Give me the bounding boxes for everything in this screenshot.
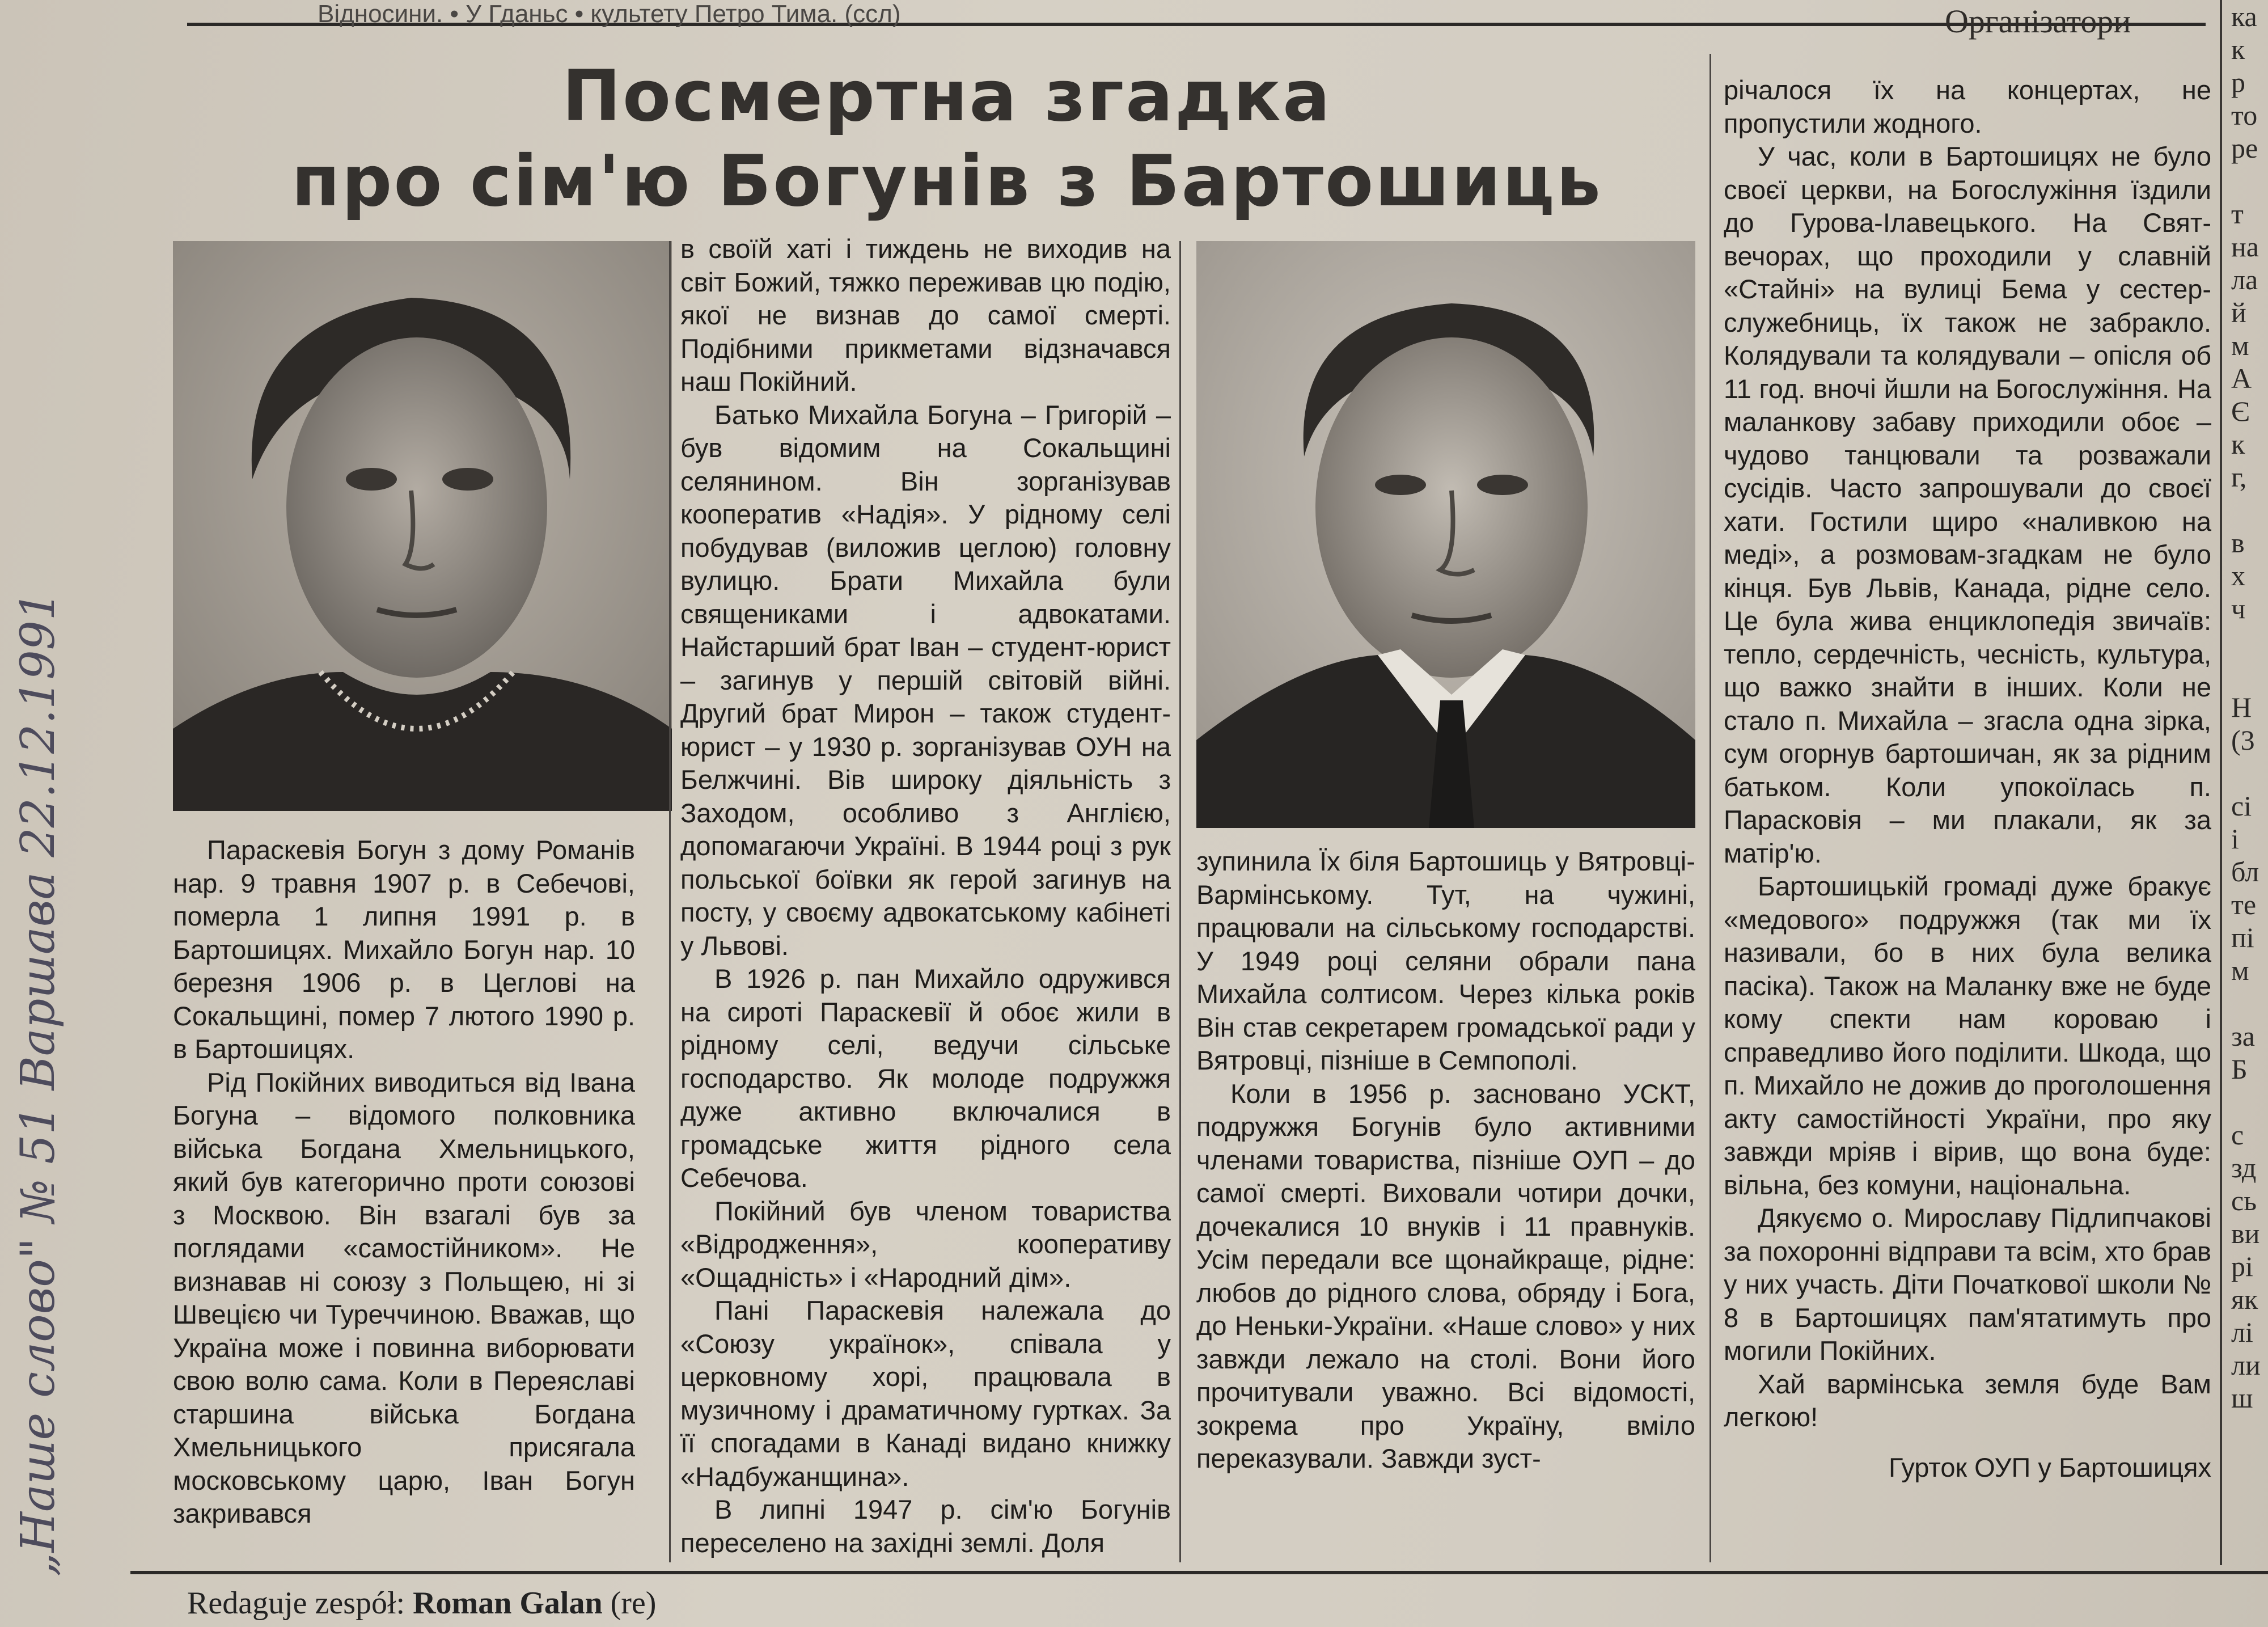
column-rule-3 xyxy=(1710,54,1711,1562)
edge-fragment xyxy=(2231,757,2268,789)
edge-fragment: Б xyxy=(2231,1053,2248,1085)
photo-paraskeviia xyxy=(173,241,672,811)
paragraph: Коли в 1956 р. засновано УСКТ, подружжя Богунів було активними членами товариства, пізніше ОУП – до самої смерті. Виховали чотири дочки, дочекалися 10 внуків і 11 правнуків. Усім передали все щонайкраще, рідне: любов до рідного слова, обряду і Бога, до Неньки-України. «Наше слово» у них завжди лежало на столі. Вони його прочитували уважно. Всі відомості, зокрема про Україну, вміло переказували. Завжди зуст- xyxy=(1196,1078,1695,1473)
footer-rule xyxy=(130,1571,2268,1574)
headline-line-2: про сім'ю Богунів з Бартошиць xyxy=(291,141,1603,222)
footer-rest: (re) xyxy=(610,1586,657,1621)
article-column-2 xyxy=(680,233,1171,1560)
edge-rule xyxy=(2220,0,2222,1565)
edge-fragment: зд xyxy=(2231,1152,2257,1184)
article-signature: Гурток ОУП у Бартошицях xyxy=(1889,1452,2211,1482)
edge-fragment: А xyxy=(2231,362,2252,394)
column-rule-2 xyxy=(1179,241,1181,1562)
portrait-woman-image xyxy=(173,241,672,811)
paragraph: Дякуємо о. Мирославу Підлипчакові за похоронні відправи та всім, хто брав у них участь. Діти Початкової школи № 8 в Бартошицях пам'ятатимуть про могили Покійних. xyxy=(1724,1203,2211,1366)
handwritten-margin-note: „Наше слово" № 51 Варшава 22.12.1991 xyxy=(11,591,65,1577)
edge-fragment: на xyxy=(2231,231,2259,263)
organizers-label: Організатори xyxy=(1945,3,2131,40)
edge-fragment: ви xyxy=(2231,1218,2260,1249)
paragraph: В липні 1947 р. сім'ю Богунів переселено на західні землі. Доля xyxy=(680,1494,1171,1558)
edge-fragment: Є xyxy=(2231,395,2250,427)
edge-fragment: і xyxy=(2231,823,2239,855)
edge-fragment: ч xyxy=(2231,593,2246,624)
portrait-man-image xyxy=(1196,241,1695,828)
edge-fragment: за xyxy=(2231,1020,2255,1052)
edge-fragment: лі xyxy=(2231,1316,2253,1348)
paragraph: річалося їх на концертах, не пропустили жодного. xyxy=(1724,75,2211,138)
edge-fragment: Н xyxy=(2231,691,2252,723)
edge-fragment: г, xyxy=(2231,461,2247,493)
column-rule-1 xyxy=(669,241,671,1562)
paragraph: Покійний був членом товариства «Відродження», кооперативу «Ощадність» і «Народний дім». xyxy=(680,1195,1171,1292)
edge-fragment: ли xyxy=(2231,1349,2261,1381)
photo-mykhailo xyxy=(1196,241,1695,828)
top-strip-text: Відносини. • У Гданьс • культету Петро Тима. (ссл) xyxy=(318,0,901,28)
edge-fragment: ла xyxy=(2231,264,2258,295)
paragraph: зупинила Їх біля Бартошиць у Вятровці-Вармінському. Тут, на чужині, працювали на сільському господарстві. У 1949 році селяни обрали пана Михайла солтисом. Через кілька років Він став секретарем громадської ради у Вятровці, пізніше в Семпополі. xyxy=(1196,846,1695,1075)
edge-fragment: рі xyxy=(2231,1250,2253,1282)
paragraph: Батько Михайла Богуна – Григорій – був відомим на Сокальщині селянином. Він зорганізував кооператив «Надія». У рідному селі побудував (виложив цеглою) головну вулицю. Брати Михайла були священиками і адвокатами. Найстарший брат Іван – студент-юрист – загинув у першій світовій війні. Другий брат Мирон – також студент-юрист – у 1930 р. зорганізував ОУН на Белжчині. Вів широку діяльність з Заходом, особливо з Англією, допомагаючи Україні. В 1944 році з рук польської боївки як герой загинув на посту, у своєму адвокатському кабінеті у Львові. xyxy=(680,399,1171,961)
edge-fragment: сі xyxy=(2231,790,2252,822)
paragraph: Хай вармінська земля буде Вам легкою! xyxy=(1724,1368,2211,1432)
edge-fragment: сь xyxy=(2231,1185,2257,1216)
adjacent-column-edge xyxy=(2231,0,2268,1414)
edge-fragment: ре xyxy=(2231,132,2258,164)
edge-fragment: с xyxy=(2231,1119,2244,1151)
edge-fragment: р xyxy=(2231,66,2245,98)
article-column-4 xyxy=(1724,74,2211,1484)
edge-fragment xyxy=(2231,1085,2268,1118)
edge-fragment: м xyxy=(2231,329,2249,361)
edge-fragment xyxy=(2231,164,2268,197)
edge-fragment xyxy=(2231,493,2268,526)
article-column-1 xyxy=(173,834,635,1531)
edge-fragment: х xyxy=(2231,560,2245,591)
edge-fragment: т xyxy=(2231,198,2244,230)
editorial-footer xyxy=(187,1585,656,1621)
headline-line-1: Посмертна згадка xyxy=(562,56,1332,137)
paragraph: В 1926 р. пан Михайло одружився на сироті Параскевії й обоє жили в рідному селі, ведучи сільське господарство. Як молоде подружжя дуже активно включалися в громадське життя рідного села Себечова. xyxy=(680,963,1171,1193)
edge-fragment: те xyxy=(2231,889,2257,920)
paragraph: Бартошицькій громаді дуже бракує «медового» подружжя (так ми їх називали, бо в них була велика пасіка). Також на Маланку вже не буде кому спекти нам короваю і справедливо його поділити. Шкода, що п. Михайло не дожив до проголошення акту самостійності України, про яку завжди мріяв і вірив, що вона буде: вільна, без комуни, національна. xyxy=(1724,871,2211,1200)
edge-fragment xyxy=(2231,625,2268,658)
paragraph: Пані Параскевія належала до «Союзу українок», співала у церковному хорі, працювала в музичному і драматичному гуртках. За її спогадами в Канаді видано книжку «Надбужанщина». xyxy=(680,1295,1171,1491)
footer-editor-name: Roman Galan xyxy=(413,1586,603,1621)
edge-fragment: як xyxy=(2231,1283,2258,1315)
paragraph: Рід Покійних виводиться від Івана Богуна – відомого полковника війська Богдана Хмельницького, який був категорично проти союзові з Москвою. Він взагалі був за поглядами «самостійником». Не визнавав ні союзу з Польщею, ні зі Швецією чи Туреччиною. Вважав, що Україна може і повинна виборювати свою волю сама. Коли в Переяславі старшина війська Богдана Хмельницького присягала московському царю, Іван Богун закривався xyxy=(173,1067,635,1528)
footer-label: Redaguje zespół: xyxy=(187,1586,405,1621)
article-headline xyxy=(181,54,1712,224)
edge-fragment xyxy=(2231,987,2268,1020)
paragraph: в своїй хаті і тиждень не виходив на світ Божий, тяжко переживав цю подію, якої не визнав до самої смерті. Подібними прикметами відзначався наш Покійний. xyxy=(680,234,1171,396)
edge-fragment: то xyxy=(2231,99,2258,131)
article-column-3 xyxy=(1196,845,1695,1476)
edge-fragment: м xyxy=(2231,954,2249,986)
edge-fragment: ка xyxy=(2231,1,2257,32)
edge-fragment xyxy=(2231,658,2268,691)
edge-fragment: бл xyxy=(2231,856,2259,888)
edge-fragment: й xyxy=(2231,297,2246,328)
edge-fragment: ш xyxy=(2231,1382,2253,1414)
paragraph: У час, коли в Бартошицях не було своєї церкви, на Богослужіння їздили до Гурова-Ілавецького. На Свят-вечорах, що проходили у славній «Стайні» на вулиці Бема у сестер-служебниць, їх також не забракло. Колядували та колядували – опісля об 11 год. вночі йшли на Богослужіння. На маланкову забаву приходили обоє – чудово танцювали та розважали сусідів. Часто запрошували до своєї хати. Гостили щиро «наливкою на меді», а розмовам-згадкам не було кінця. Був Львів, Канада, рідне село. Це була жива енциклопедія звичаїв: тепло, сердечність, чесність, культура, що важко знайти в інших. Коли не стало п. Михайла – згасла одна зірка, сум огорнув бартошичан, як за рідним батьком. Коли упокоїлась п. Парасковія – ми плакали, як за матір'ю. xyxy=(1724,141,2211,868)
edge-fragment: (3 xyxy=(2231,724,2255,756)
edge-fragment: в xyxy=(2231,527,2245,559)
edge-fragment: пі xyxy=(2231,922,2254,953)
edge-fragment: к xyxy=(2231,33,2245,65)
paragraph: Параскевія Богун з дому Романів нар. 9 травня 1907 р. в Себечові, померла 1 липня 1991 р. в Бартошицях. Михайло Богун нар. 10 березня 1906 р. в Цеглові на Сокальщині, помер 7 лютого 1990 р. в Бартошицях. xyxy=(173,835,635,1064)
edge-fragment: к xyxy=(2231,428,2245,460)
